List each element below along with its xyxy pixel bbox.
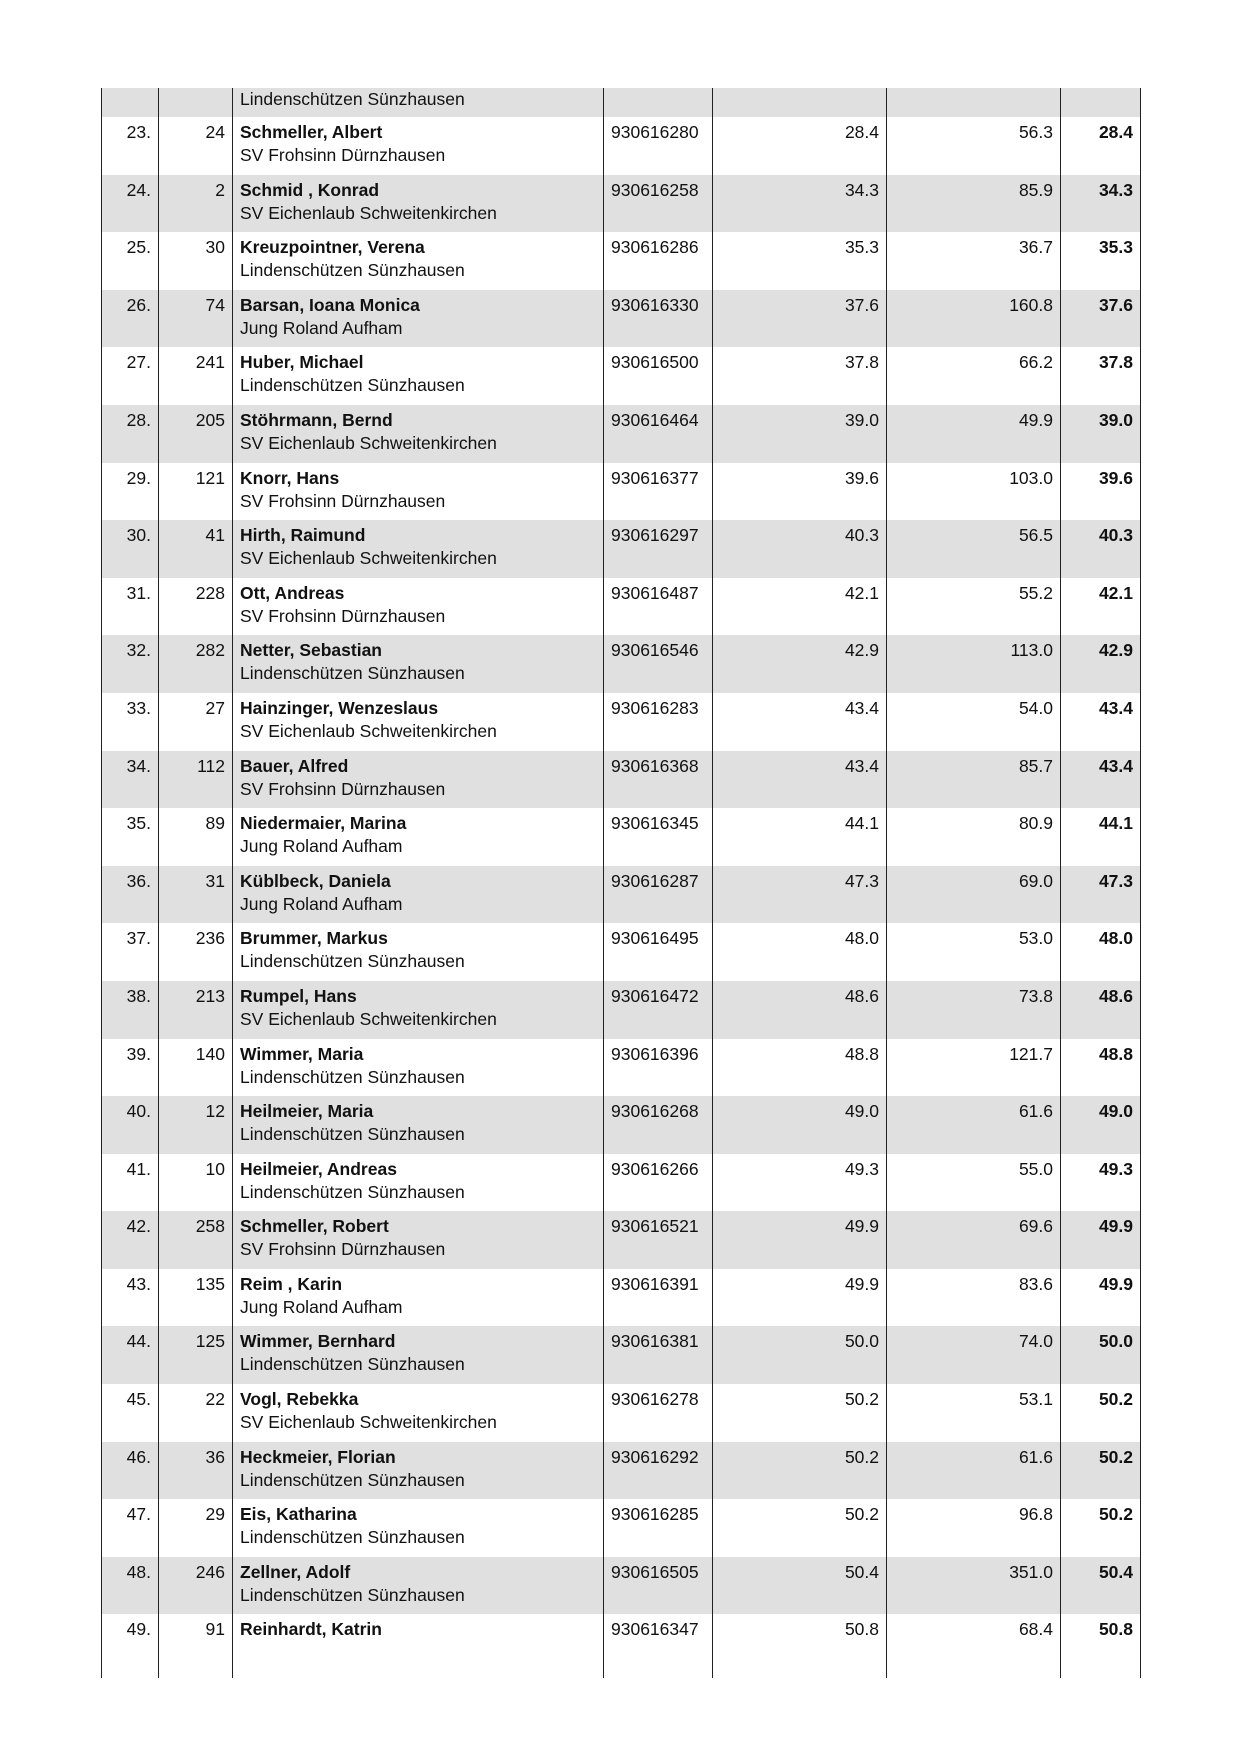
start-number-cell: 140 bbox=[159, 1039, 233, 1097]
results-sheet bbox=[101, 88, 1140, 1678]
rank-cell: 30. bbox=[102, 520, 159, 578]
start-number-cell: 41 bbox=[159, 520, 233, 578]
table-row bbox=[102, 405, 1141, 463]
id-cell: 930616258 bbox=[604, 175, 713, 233]
participant-name: Eis, Katharina bbox=[240, 1504, 357, 1525]
score-1-cell: 37.6 bbox=[713, 290, 887, 348]
participant-name: Brummer, Markus bbox=[240, 928, 388, 949]
best-score-cell: 34.3 bbox=[1061, 175, 1141, 233]
rank-cell: 23. bbox=[102, 117, 159, 175]
id-cell: 930616495 bbox=[604, 923, 713, 981]
participant-cell bbox=[233, 117, 604, 175]
id-cell: 930616391 bbox=[604, 1269, 713, 1327]
table-row bbox=[102, 751, 1141, 809]
score-1-cell bbox=[713, 88, 887, 117]
id-cell: 930616330 bbox=[604, 290, 713, 348]
best-score-cell: 35.3 bbox=[1061, 232, 1141, 290]
score-1-cell: 34.3 bbox=[713, 175, 887, 233]
participant-name: Barsan, Ioana Monica bbox=[240, 294, 420, 315]
participant-cell bbox=[233, 1442, 604, 1500]
best-score-cell: 50.4 bbox=[1061, 1557, 1141, 1615]
rank-cell: 32. bbox=[102, 635, 159, 693]
rank-cell: 47. bbox=[102, 1499, 159, 1557]
club-name: Lindenschützen Sünzhausen bbox=[240, 1527, 465, 1548]
participant-name: Reim , Karin bbox=[240, 1273, 343, 1294]
score-1-cell: 43.4 bbox=[713, 751, 887, 809]
participant-name: Schmeller, Robert bbox=[240, 1216, 389, 1237]
id-cell: 930616345 bbox=[604, 808, 713, 866]
start-number-cell: 36 bbox=[159, 1442, 233, 1500]
score-1-cell: 42.1 bbox=[713, 578, 887, 636]
best-score-cell: 40.3 bbox=[1061, 520, 1141, 578]
participant-name: Niedermaier, Marina bbox=[240, 813, 407, 834]
participant-name: Huber, Michael bbox=[240, 352, 364, 373]
score-2-cell: 80.9 bbox=[887, 808, 1061, 866]
club-name: Jung Roland Aufham bbox=[240, 1296, 403, 1317]
club-name: SV Eichenlaub Schweitenkirchen bbox=[240, 548, 497, 569]
rank-cell: 38. bbox=[102, 981, 159, 1039]
score-2-cell: 160.8 bbox=[887, 290, 1061, 348]
score-1-cell: 50.8 bbox=[713, 1614, 887, 1678]
score-1-cell: 44.1 bbox=[713, 808, 887, 866]
start-number-cell: 121 bbox=[159, 463, 233, 521]
participant-cell bbox=[233, 1154, 604, 1212]
score-2-cell: 73.8 bbox=[887, 981, 1061, 1039]
score-1-cell: 39.0 bbox=[713, 405, 887, 463]
id-cell: 930616487 bbox=[604, 578, 713, 636]
start-number-cell: 125 bbox=[159, 1326, 233, 1384]
start-number-cell: 22 bbox=[159, 1384, 233, 1442]
table-row bbox=[102, 1442, 1141, 1500]
score-2-cell: 55.0 bbox=[887, 1154, 1061, 1212]
start-number-cell: 24 bbox=[159, 117, 233, 175]
score-1-cell: 49.9 bbox=[713, 1211, 887, 1269]
id-cell: 930616396 bbox=[604, 1039, 713, 1097]
participant-cell bbox=[233, 923, 604, 981]
score-1-cell: 42.9 bbox=[713, 635, 887, 693]
club-name: Lindenschützen Sünzhausen bbox=[240, 260, 465, 281]
start-number-cell: 31 bbox=[159, 866, 233, 924]
table-row bbox=[102, 635, 1141, 693]
best-score-cell: 37.8 bbox=[1061, 347, 1141, 405]
club-name: Lindenschützen Sünzhausen bbox=[240, 1124, 465, 1145]
id-cell: 930616347 bbox=[604, 1614, 713, 1678]
participant-cell bbox=[233, 1211, 604, 1269]
best-score-cell: 50.2 bbox=[1061, 1499, 1141, 1557]
score-2-cell: 36.7 bbox=[887, 232, 1061, 290]
start-number-cell: 258 bbox=[159, 1211, 233, 1269]
table-row bbox=[102, 232, 1141, 290]
score-1-cell: 40.3 bbox=[713, 520, 887, 578]
club-cell bbox=[233, 88, 604, 117]
table-row bbox=[102, 808, 1141, 866]
start-number-cell: 236 bbox=[159, 923, 233, 981]
id-cell: 930616287 bbox=[604, 866, 713, 924]
id-cell: 930616505 bbox=[604, 1557, 713, 1615]
id-cell: 930616266 bbox=[604, 1154, 713, 1212]
participant-name: Knorr, Hans bbox=[240, 467, 340, 488]
best-score-cell: 39.6 bbox=[1061, 463, 1141, 521]
start-number-cell: 282 bbox=[159, 635, 233, 693]
best-score-cell: 42.1 bbox=[1061, 578, 1141, 636]
participant-name: Hainzinger, Wenzeslaus bbox=[240, 697, 439, 718]
start-number-cell: 246 bbox=[159, 1557, 233, 1615]
table-row bbox=[102, 1614, 1141, 1678]
participant-name: Heilmeier, Andreas bbox=[240, 1158, 397, 1179]
id-cell: 930616278 bbox=[604, 1384, 713, 1442]
best-score-cell: 48.6 bbox=[1061, 981, 1141, 1039]
participant-name: Rumpel, Hans bbox=[240, 985, 357, 1006]
table-row bbox=[102, 1499, 1141, 1557]
table-row bbox=[102, 923, 1141, 981]
start-number-cell: 10 bbox=[159, 1154, 233, 1212]
best-score-cell: 47.3 bbox=[1061, 866, 1141, 924]
id-cell: 930616297 bbox=[604, 520, 713, 578]
club-name: SV Eichenlaub Schweitenkirchen bbox=[240, 432, 497, 453]
participant-cell bbox=[233, 1326, 604, 1384]
rank-cell: 46. bbox=[102, 1442, 159, 1500]
rank-cell: 25. bbox=[102, 232, 159, 290]
participant-cell bbox=[233, 1614, 604, 1678]
participant-cell bbox=[233, 808, 604, 866]
best-score-cell: 48.8 bbox=[1061, 1039, 1141, 1097]
table-row bbox=[102, 463, 1141, 521]
best-score-cell: 50.2 bbox=[1061, 1384, 1141, 1442]
id-cell: 930616381 bbox=[604, 1326, 713, 1384]
start-number-cell: 12 bbox=[159, 1096, 233, 1154]
score-2-cell: 103.0 bbox=[887, 463, 1061, 521]
score-2-cell: 68.4 bbox=[887, 1614, 1061, 1678]
rank-cell: 36. bbox=[102, 866, 159, 924]
score-2-cell: 56.5 bbox=[887, 520, 1061, 578]
id-cell: 930616283 bbox=[604, 693, 713, 751]
participant-cell bbox=[233, 347, 604, 405]
best-score-cell bbox=[1061, 88, 1141, 117]
participant-name: Stöhrmann, Bernd bbox=[240, 409, 393, 430]
start-number-cell: 241 bbox=[159, 347, 233, 405]
club-name: SV Eichenlaub Schweitenkirchen bbox=[240, 1008, 497, 1029]
id-cell: 930616285 bbox=[604, 1499, 713, 1557]
participant-name: Schmid , Konrad bbox=[240, 179, 380, 200]
start-number-cell: 135 bbox=[159, 1269, 233, 1327]
start-number-cell bbox=[159, 88, 233, 117]
participant-cell bbox=[233, 405, 604, 463]
club-name: Lindenschützen Sünzhausen bbox=[240, 1181, 465, 1202]
start-number-cell: 27 bbox=[159, 693, 233, 751]
participant-name: Heckmeier, Florian bbox=[240, 1446, 396, 1467]
table-row bbox=[102, 117, 1141, 175]
participant-cell bbox=[233, 751, 604, 809]
score-2-cell: 69.6 bbox=[887, 1211, 1061, 1269]
rank-cell: 27. bbox=[102, 347, 159, 405]
participant-name: Wimmer, Maria bbox=[240, 1043, 364, 1064]
id-cell: 930616292 bbox=[604, 1442, 713, 1500]
participant-name: Schmeller, Albert bbox=[240, 122, 383, 142]
club-name: SV Eichenlaub Schweitenkirchen bbox=[240, 202, 497, 223]
score-1-cell: 43.4 bbox=[713, 693, 887, 751]
participant-name: Küblbeck, Daniela bbox=[240, 870, 391, 891]
table-row bbox=[102, 1211, 1141, 1269]
id-cell: 930616472 bbox=[604, 981, 713, 1039]
club-name: Lindenschützen Sünzhausen bbox=[240, 1584, 465, 1605]
start-number-cell: 213 bbox=[159, 981, 233, 1039]
participant-cell bbox=[233, 693, 604, 751]
score-2-cell: 96.8 bbox=[887, 1499, 1061, 1557]
participant-name: Vogl, Rebekka bbox=[240, 1389, 359, 1410]
start-number-cell: 228 bbox=[159, 578, 233, 636]
best-score-cell: 50.0 bbox=[1061, 1326, 1141, 1384]
id-cell: 930616500 bbox=[604, 347, 713, 405]
best-score-cell: 49.9 bbox=[1061, 1269, 1141, 1327]
participant-name: Hirth, Raimund bbox=[240, 525, 366, 546]
participant-cell bbox=[233, 290, 604, 348]
best-score-cell: 50.8 bbox=[1061, 1614, 1141, 1678]
score-2-cell: 69.0 bbox=[887, 866, 1061, 924]
participant-cell bbox=[233, 1039, 604, 1097]
club-name: Lindenschützen Sünzhausen bbox=[240, 1066, 465, 1087]
table-row bbox=[102, 520, 1141, 578]
score-2-cell: 66.2 bbox=[887, 347, 1061, 405]
club-name: SV Frohsinn Dürnzhausen bbox=[240, 778, 446, 799]
participant-name: Kreuzpointner, Verena bbox=[240, 237, 425, 258]
rank-cell: 33. bbox=[102, 693, 159, 751]
club-name: SV Frohsinn Dürnzhausen bbox=[240, 490, 446, 511]
rank-cell: 40. bbox=[102, 1096, 159, 1154]
start-number-cell: 89 bbox=[159, 808, 233, 866]
club-name: Lindenschützen Sünzhausen bbox=[240, 951, 465, 972]
table-row bbox=[102, 1557, 1141, 1615]
participant-cell bbox=[233, 232, 604, 290]
best-score-cell: 43.4 bbox=[1061, 693, 1141, 751]
best-score-cell: 50.2 bbox=[1061, 1442, 1141, 1500]
score-2-cell: 54.0 bbox=[887, 693, 1061, 751]
club-name: Lindenschützen Sünzhausen bbox=[240, 663, 465, 684]
best-score-cell: 43.4 bbox=[1061, 751, 1141, 809]
id-cell: 930616268 bbox=[604, 1096, 713, 1154]
score-2-cell: 53.0 bbox=[887, 923, 1061, 981]
start-number-cell: 112 bbox=[159, 751, 233, 809]
score-1-cell: 28.4 bbox=[713, 117, 887, 175]
table-row bbox=[102, 1096, 1141, 1154]
start-number-cell: 74 bbox=[159, 290, 233, 348]
rank-cell bbox=[102, 88, 159, 117]
score-1-cell: 50.0 bbox=[713, 1326, 887, 1384]
participant-cell bbox=[233, 578, 604, 636]
rank-cell: 49. bbox=[102, 1614, 159, 1678]
participant-name: Ott, Andreas bbox=[240, 582, 345, 603]
rank-cell: 34. bbox=[102, 751, 159, 809]
club-name: SV Frohsinn Dürnzhausen bbox=[240, 145, 446, 165]
participant-cell bbox=[233, 520, 604, 578]
id-cell: 930616377 bbox=[604, 463, 713, 521]
score-1-cell: 48.8 bbox=[713, 1039, 887, 1097]
best-score-cell: 49.3 bbox=[1061, 1154, 1141, 1212]
score-2-cell: 85.7 bbox=[887, 751, 1061, 809]
best-score-cell: 42.9 bbox=[1061, 635, 1141, 693]
table-row bbox=[102, 578, 1141, 636]
table-row bbox=[102, 1154, 1141, 1212]
rank-cell: 44. bbox=[102, 1326, 159, 1384]
best-score-cell: 37.6 bbox=[1061, 290, 1141, 348]
participant-cell bbox=[233, 1499, 604, 1557]
rank-cell: 41. bbox=[102, 1154, 159, 1212]
rank-cell: 24. bbox=[102, 175, 159, 233]
rank-cell: 28. bbox=[102, 405, 159, 463]
score-2-cell: 56.3 bbox=[887, 117, 1061, 175]
rank-cell: 45. bbox=[102, 1384, 159, 1442]
participant-cell bbox=[233, 463, 604, 521]
score-1-cell: 50.2 bbox=[713, 1442, 887, 1500]
rank-cell: 42. bbox=[102, 1211, 159, 1269]
table-row bbox=[102, 866, 1141, 924]
score-1-cell: 47.3 bbox=[713, 866, 887, 924]
club-name: Jung Roland Aufham bbox=[240, 836, 403, 857]
participant-cell bbox=[233, 175, 604, 233]
participant-cell bbox=[233, 635, 604, 693]
id-cell: 930616286 bbox=[604, 232, 713, 290]
score-2-cell: 61.6 bbox=[887, 1096, 1061, 1154]
rank-cell: 35. bbox=[102, 808, 159, 866]
club-name: SV Frohsinn Dürnzhausen bbox=[240, 605, 446, 626]
score-1-cell: 49.0 bbox=[713, 1096, 887, 1154]
best-score-cell: 48.0 bbox=[1061, 923, 1141, 981]
score-2-cell: 49.9 bbox=[887, 405, 1061, 463]
participant-name: Reinhardt, Katrin bbox=[240, 1619, 382, 1640]
start-number-cell: 30 bbox=[159, 232, 233, 290]
start-number-cell: 29 bbox=[159, 1499, 233, 1557]
table-row bbox=[102, 981, 1141, 1039]
carry-over-row bbox=[102, 88, 1141, 117]
table-row bbox=[102, 1269, 1141, 1327]
participant-name: Bauer, Alfred bbox=[240, 755, 349, 776]
rank-cell: 43. bbox=[102, 1269, 159, 1327]
best-score-cell: 49.9 bbox=[1061, 1211, 1141, 1269]
start-number-cell: 91 bbox=[159, 1614, 233, 1678]
club-name: SV Eichenlaub Schweitenkirchen bbox=[240, 720, 497, 741]
club-name: Lindenschützen Sünzhausen bbox=[240, 89, 465, 109]
participant-cell bbox=[233, 1557, 604, 1615]
club-name: Lindenschützen Sünzhausen bbox=[240, 1469, 465, 1490]
participant-cell bbox=[233, 1269, 604, 1327]
score-1-cell: 50.4 bbox=[713, 1557, 887, 1615]
participant-name: Wimmer, Bernhard bbox=[240, 1331, 396, 1352]
score-1-cell: 48.6 bbox=[713, 981, 887, 1039]
table-row bbox=[102, 693, 1141, 751]
score-1-cell: 48.0 bbox=[713, 923, 887, 981]
club-name: Jung Roland Aufham bbox=[240, 893, 403, 914]
id-cell bbox=[604, 88, 713, 117]
rank-cell: 29. bbox=[102, 463, 159, 521]
score-1-cell: 50.2 bbox=[713, 1384, 887, 1442]
best-score-cell: 28.4 bbox=[1061, 117, 1141, 175]
score-2-cell: 83.6 bbox=[887, 1269, 1061, 1327]
score-1-cell: 50.2 bbox=[713, 1499, 887, 1557]
score-1-cell: 35.3 bbox=[713, 232, 887, 290]
club-name: Lindenschützen Sünzhausen bbox=[240, 375, 465, 396]
best-score-cell: 39.0 bbox=[1061, 405, 1141, 463]
score-2-cell: 53.1 bbox=[887, 1384, 1061, 1442]
rank-cell: 37. bbox=[102, 923, 159, 981]
score-2-cell: 55.2 bbox=[887, 578, 1061, 636]
score-2-cell: 351.0 bbox=[887, 1557, 1061, 1615]
start-number-cell: 205 bbox=[159, 405, 233, 463]
results-table bbox=[101, 88, 1141, 1678]
start-number-cell: 2 bbox=[159, 175, 233, 233]
score-2-cell: 85.9 bbox=[887, 175, 1061, 233]
id-cell: 930616368 bbox=[604, 751, 713, 809]
participant-cell bbox=[233, 866, 604, 924]
club-name: Jung Roland Aufham bbox=[240, 317, 403, 338]
table-row bbox=[102, 1384, 1141, 1442]
score-1-cell: 37.8 bbox=[713, 347, 887, 405]
results-table-body bbox=[102, 88, 1141, 1678]
participant-cell bbox=[233, 981, 604, 1039]
id-cell: 930616546 bbox=[604, 635, 713, 693]
id-cell: 930616280 bbox=[604, 117, 713, 175]
club-name: SV Eichenlaub Schweitenkirchen bbox=[240, 1412, 497, 1433]
score-2-cell: 121.7 bbox=[887, 1039, 1061, 1097]
rank-cell: 26. bbox=[102, 290, 159, 348]
rank-cell: 39. bbox=[102, 1039, 159, 1097]
best-score-cell: 49.0 bbox=[1061, 1096, 1141, 1154]
club-name: Lindenschützen Sünzhausen bbox=[240, 1354, 465, 1375]
participant-cell bbox=[233, 1384, 604, 1442]
best-score-cell: 44.1 bbox=[1061, 808, 1141, 866]
score-2-cell bbox=[887, 88, 1061, 117]
table-row bbox=[102, 347, 1141, 405]
table-row bbox=[102, 1326, 1141, 1384]
score-2-cell: 74.0 bbox=[887, 1326, 1061, 1384]
score-1-cell: 39.6 bbox=[713, 463, 887, 521]
participant-name: Heilmeier, Maria bbox=[240, 1101, 374, 1122]
score-2-cell: 113.0 bbox=[887, 635, 1061, 693]
id-cell: 930616521 bbox=[604, 1211, 713, 1269]
participant-cell bbox=[233, 1096, 604, 1154]
score-2-cell: 61.6 bbox=[887, 1442, 1061, 1500]
score-1-cell: 49.9 bbox=[713, 1269, 887, 1327]
score-1-cell: 49.3 bbox=[713, 1154, 887, 1212]
participant-name: Zellner, Adolf bbox=[240, 1561, 351, 1582]
table-row bbox=[102, 1039, 1141, 1097]
club-name: SV Frohsinn Dürnzhausen bbox=[240, 1239, 446, 1260]
table-row bbox=[102, 290, 1141, 348]
table-row bbox=[102, 175, 1141, 233]
id-cell: 930616464 bbox=[604, 405, 713, 463]
participant-name: Netter, Sebastian bbox=[240, 640, 382, 661]
rank-cell: 31. bbox=[102, 578, 159, 636]
rank-cell: 48. bbox=[102, 1557, 159, 1615]
